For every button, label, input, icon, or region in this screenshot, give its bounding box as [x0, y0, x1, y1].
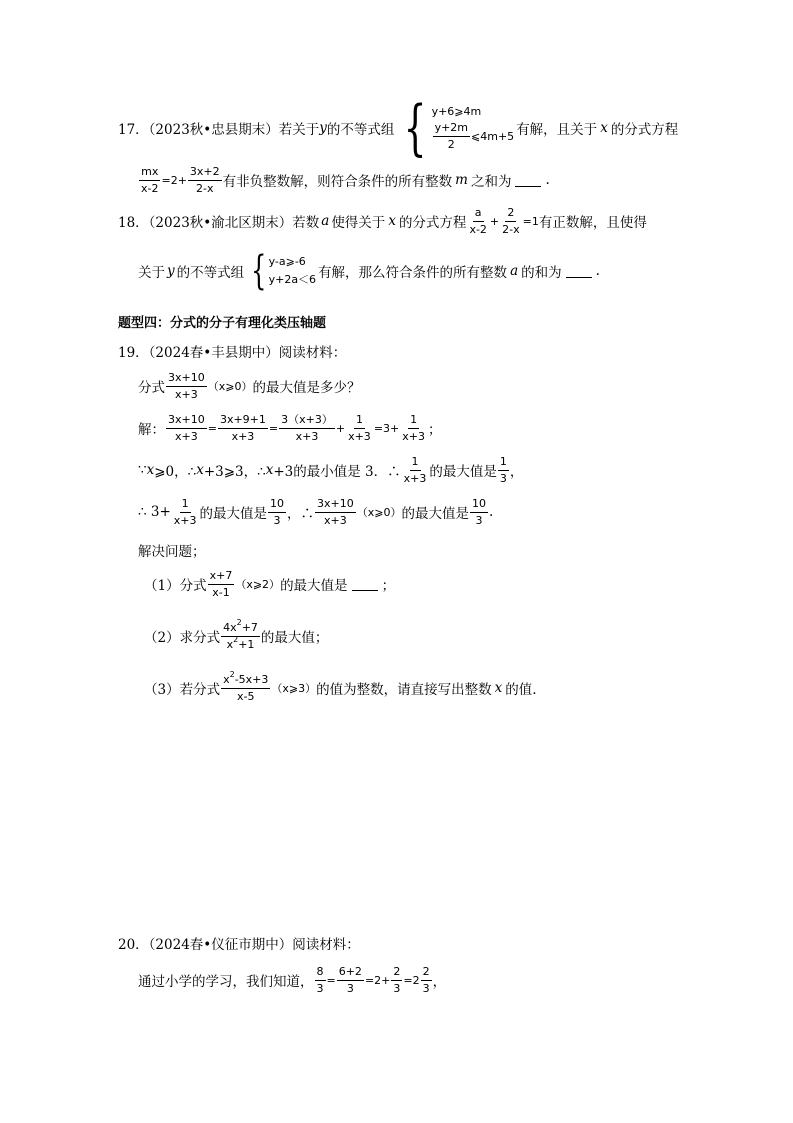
q18-var-x: x [388, 213, 396, 229]
q17-end: . [545, 172, 550, 188]
q19-prefix: 19．（2024春•丰县期中）阅读材料： [118, 345, 347, 361]
q19-part1-answer-blank [352, 578, 378, 591]
q17-sys-fraction: $\frac{y+2m}{2}$ [434, 120, 469, 151]
q17-prefix: 17．（2023秋•忠县期末）若关于 [118, 122, 320, 138]
q18-var-y: y [167, 263, 175, 279]
q18-line1 [118, 203, 647, 239]
q18-text1: 使得关于 [331, 215, 386, 231]
q19-l1-fraction: $\frac{3x+10}{x+3}$ [168, 370, 205, 401]
q19-line2: 解： $\frac{3x+10}{x+3}$ = $\frac{3x+9+1}{x+3}$ = $\frac{3(x+3)}{x+3}$ + $\frac{1}{x+3}$ =3+ $\frac{1}{x+3}$ ； [138, 412, 442, 443]
q17-text4: 有非负整数解，则符合条件的所有整数 [222, 174, 453, 190]
q17-line1 [118, 93, 679, 163]
q19-part3: （3）若分式 $\frac{x^2-5x+3}{x-5}$ （x⩾3） 的值为整数，请直接写出整数 x 的值. [144, 669, 537, 703]
q18-end: . [595, 263, 600, 279]
q19-line3: ∵ x ⩾0，∴ x +3⩾3，∴ x +3的最小值是 3．∴ $\frac{1}{x+3}$ 的最大值是 $\frac{1}{3}$ ， [138, 454, 524, 485]
q19-line4: ∴ 3+ $\frac{1}{x+3}$ 的最大值是 $\frac{10}{3}$ ，∴ $\frac{3x+10}{x+3}$ （x⩾0） 的最大值是 $\frac{10}{3}$ . [138, 496, 494, 527]
section-heading: 题型四：分式的分子有理化类压轴题 [118, 315, 327, 331]
q18-inequality-system [246, 248, 317, 294]
q18-text3: 有正数解，且使得 [538, 215, 647, 231]
q17-text2: 有解，且关于 [516, 122, 598, 138]
q18-var-a: a [321, 213, 330, 229]
q17-fraction-2: $\frac{3x+2}{2-x}$ [189, 164, 220, 195]
q17-eq-mid: =2+ [161, 173, 187, 187]
q19-line5: 解决问题； [138, 544, 206, 560]
q20-prefix: 20．（2024春•仪征市期中）阅读材料： [118, 937, 360, 953]
q17-line2 [138, 162, 550, 198]
q17-sys-row1: y+6⩾4m [431, 104, 482, 118]
q19-part1: （1）分式 $\frac{x+7}{x-1}$ （x⩾2） 的最大值是 ； [144, 568, 396, 599]
q18-text5: 有解，那么符合条件的所有整数 [318, 265, 508, 281]
q17-answer-blank [515, 174, 541, 187]
q17-var-y: y [319, 120, 327, 136]
q18-answer-blank [566, 265, 592, 278]
q19-line1: 分式 $\frac{3x+10}{x+3}$ （x⩾0） 的最大值是多少？ [138, 370, 361, 401]
q20-line1: 通过小学的学习，我们知道， $\frac{8}{3}$ = $\frac{6+2}{3}$ =2+ $\frac{2}{3}$ =2 $\frac{2}{3}$ ， [138, 964, 447, 995]
q18-line2 [138, 250, 600, 292]
q17-text1: 的不等式组 [326, 122, 395, 138]
q17-fraction-1: $\frac{mx}{x-2}$ [141, 164, 159, 195]
q17-text5: 之和为 [470, 174, 512, 190]
q18-var-a2: a [510, 263, 519, 279]
q18-sys-row2: y+2a＜6 [268, 273, 317, 286]
q18-prefix: 18．（2023秋•渝北区期末）若数 [118, 215, 320, 231]
q18-text6: 的和为 [521, 265, 562, 281]
q17-var-m: m [455, 172, 468, 188]
q18-text2: 的分式方程 [398, 215, 467, 231]
q17-text3: 的分式方程 [610, 122, 679, 138]
q18-sys-row1: y-a⩾-6 [268, 255, 306, 268]
left-brace-icon: { [404, 93, 427, 163]
q18-fraction-2: $\frac{2}{2-x}$ [502, 205, 520, 236]
q18-plus: + [489, 214, 500, 228]
q18-fraction-1: $\frac{a}{x-2}$ [469, 205, 487, 236]
q17-sys-row2: $\frac{y+2m}{2}$ ⩽4m+5 [434, 120, 515, 151]
q18-text4: 的不等式组 [176, 265, 245, 281]
q19-part2: （2）求分式 $\frac{4x^2+7}{x^2+1}$ 的最大值； [144, 617, 329, 651]
q18-eq-end: =1 [522, 214, 539, 228]
left-brace-icon: { [251, 248, 267, 294]
q18-line2-prefix: 关于 [138, 265, 165, 281]
q17-inequality-system [396, 93, 515, 163]
q17-var-x: x [600, 120, 608, 136]
